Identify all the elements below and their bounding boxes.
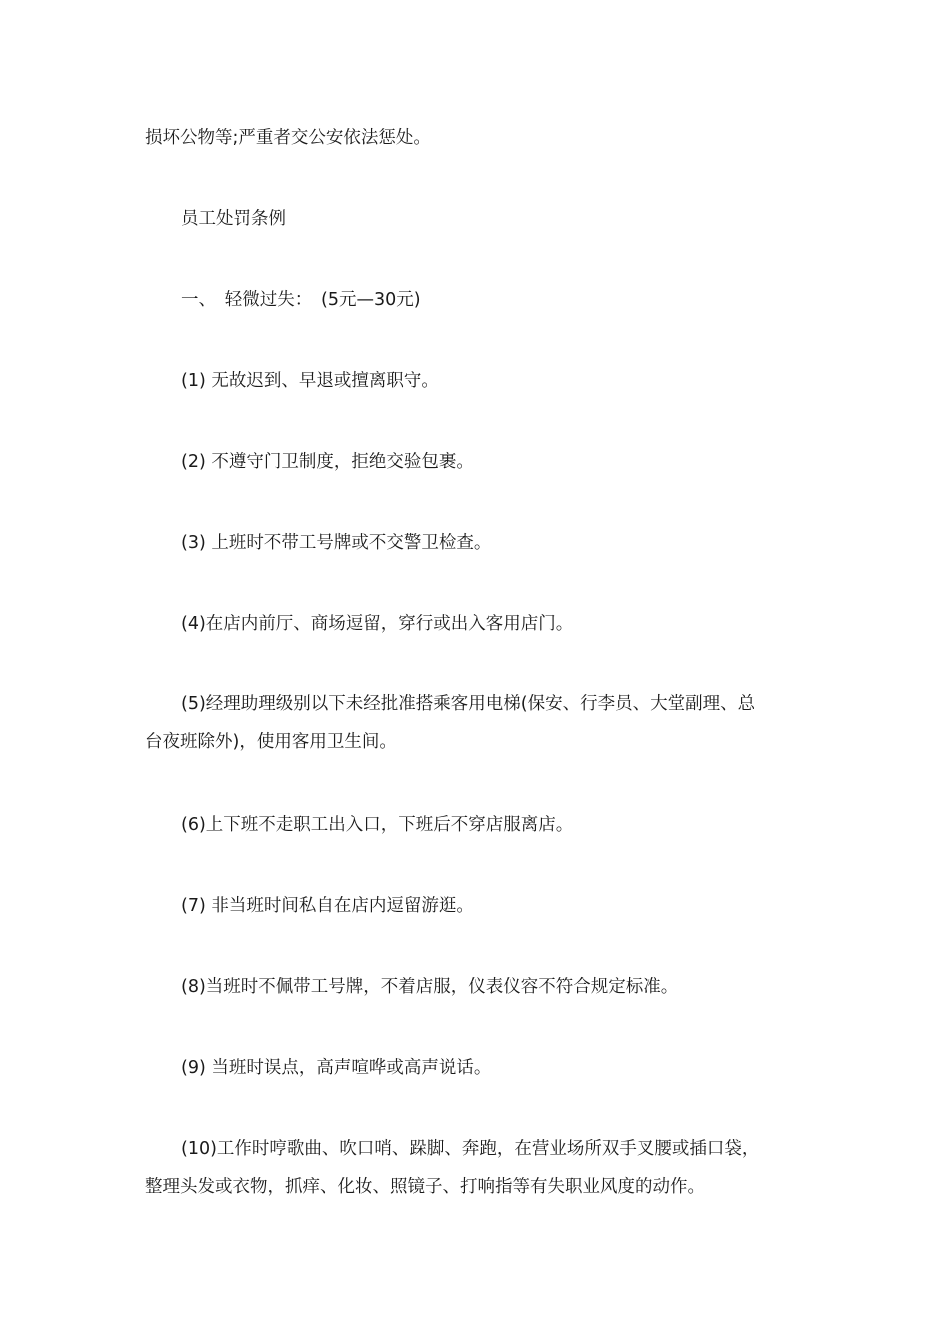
rule-item-5-line-2: 台夜班除外)，使用客用卫生间。 [145, 732, 397, 752]
rule-item-7: (7) 非当班时间私自在店内逗留游逛。 [181, 896, 474, 916]
rule-item-1: (1) 无故迟到、早退或擅离职守。 [181, 371, 439, 391]
continuation-line: 损坏公物等;严重者交公安依法惩处。 [145, 128, 431, 148]
rule-item-9: (9) 当班时误点，高声喧哗或高声说话。 [181, 1058, 492, 1078]
rule-item-10 [145, 1130, 810, 1206]
rule-item-8: (8)当班时不佩带工号牌，不着店服，仪表仪容不符合规定标准。 [181, 977, 679, 997]
rule-item-10-line-2: 整理头发或衣物，抓痒、化妆、照镜子、打响指等有失职业风度的动作。 [145, 1177, 705, 1197]
rule-item-5 [145, 685, 810, 761]
rule-item-5-line-1: (5)经理助理级别以下未经批准搭乘客用电梯(保安、行李员、大堂副理、总 [181, 694, 756, 714]
section-title: 员工处罚条例 [181, 209, 286, 229]
rule-item-6: (6)上下班不走职工出入口，下班后不穿店服离店。 [181, 815, 574, 835]
rule-item-4: (4)在店内前厅、商场逗留，穿行或出入客用店门。 [181, 614, 574, 634]
rule-item-10-line-1: (10)工作时哼歌曲、吹口哨、跺脚、奔跑，在营业场所双手叉腰或插口袋， [181, 1139, 760, 1159]
rule-item-3: (3) 上班时不带工号牌或不交警卫检查。 [181, 533, 492, 553]
rule-item-2: (2) 不遵守门卫制度，拒绝交验包裹。 [181, 452, 474, 472]
category-heading: 一、 轻微过失： (5元—30元) [181, 290, 421, 310]
